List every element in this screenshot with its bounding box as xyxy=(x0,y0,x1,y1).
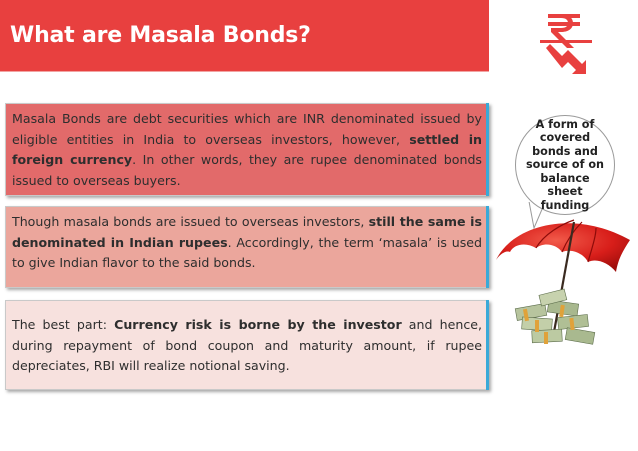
denomination-box xyxy=(5,206,489,288)
umbrella-money-icon xyxy=(492,214,634,354)
speech-bubble-text: A form of covered bonds and source of on balance sheet funding xyxy=(525,117,605,212)
slide-title: What are Masala Bonds? xyxy=(10,23,311,48)
definition-text-part: Masala Bonds are debt securities which are INR denominated issued by eligible entities in India to overseas investors, however, xyxy=(12,111,482,147)
denomination-text xyxy=(12,212,482,274)
rupee-down-arrow-icon xyxy=(536,12,600,84)
definition-box xyxy=(5,103,489,196)
title-bar xyxy=(0,0,489,72)
denomination-text-part: Though masala bonds are issued to overseas investors, xyxy=(12,214,369,229)
currency-risk-bold-text: Currency risk is borne by the investor xyxy=(114,317,402,332)
speech-bubble xyxy=(515,115,615,215)
currency-risk-text-part: The best part: xyxy=(12,317,115,332)
currency-risk-box xyxy=(5,300,489,390)
denomination-text-part: . Accordingly, the term ‘masala’ is used to give Indian flavor to the said bonds. xyxy=(12,234,482,270)
definition-bold-text: settled in foreign currency xyxy=(12,131,482,167)
currency-risk-text-part: and hence, during repayment of bond coupon and maturity amount, if rupee depreciates, RBI will realize notional saving. xyxy=(12,317,482,373)
definition-text-part: . In other words, they are rupee denominated bonds issued to overseas buyers. xyxy=(12,152,482,188)
denomination-bold-text: still the same is denominated in Indian rupees xyxy=(12,214,482,250)
currency-risk-text xyxy=(12,315,482,377)
definition-text xyxy=(12,109,482,191)
